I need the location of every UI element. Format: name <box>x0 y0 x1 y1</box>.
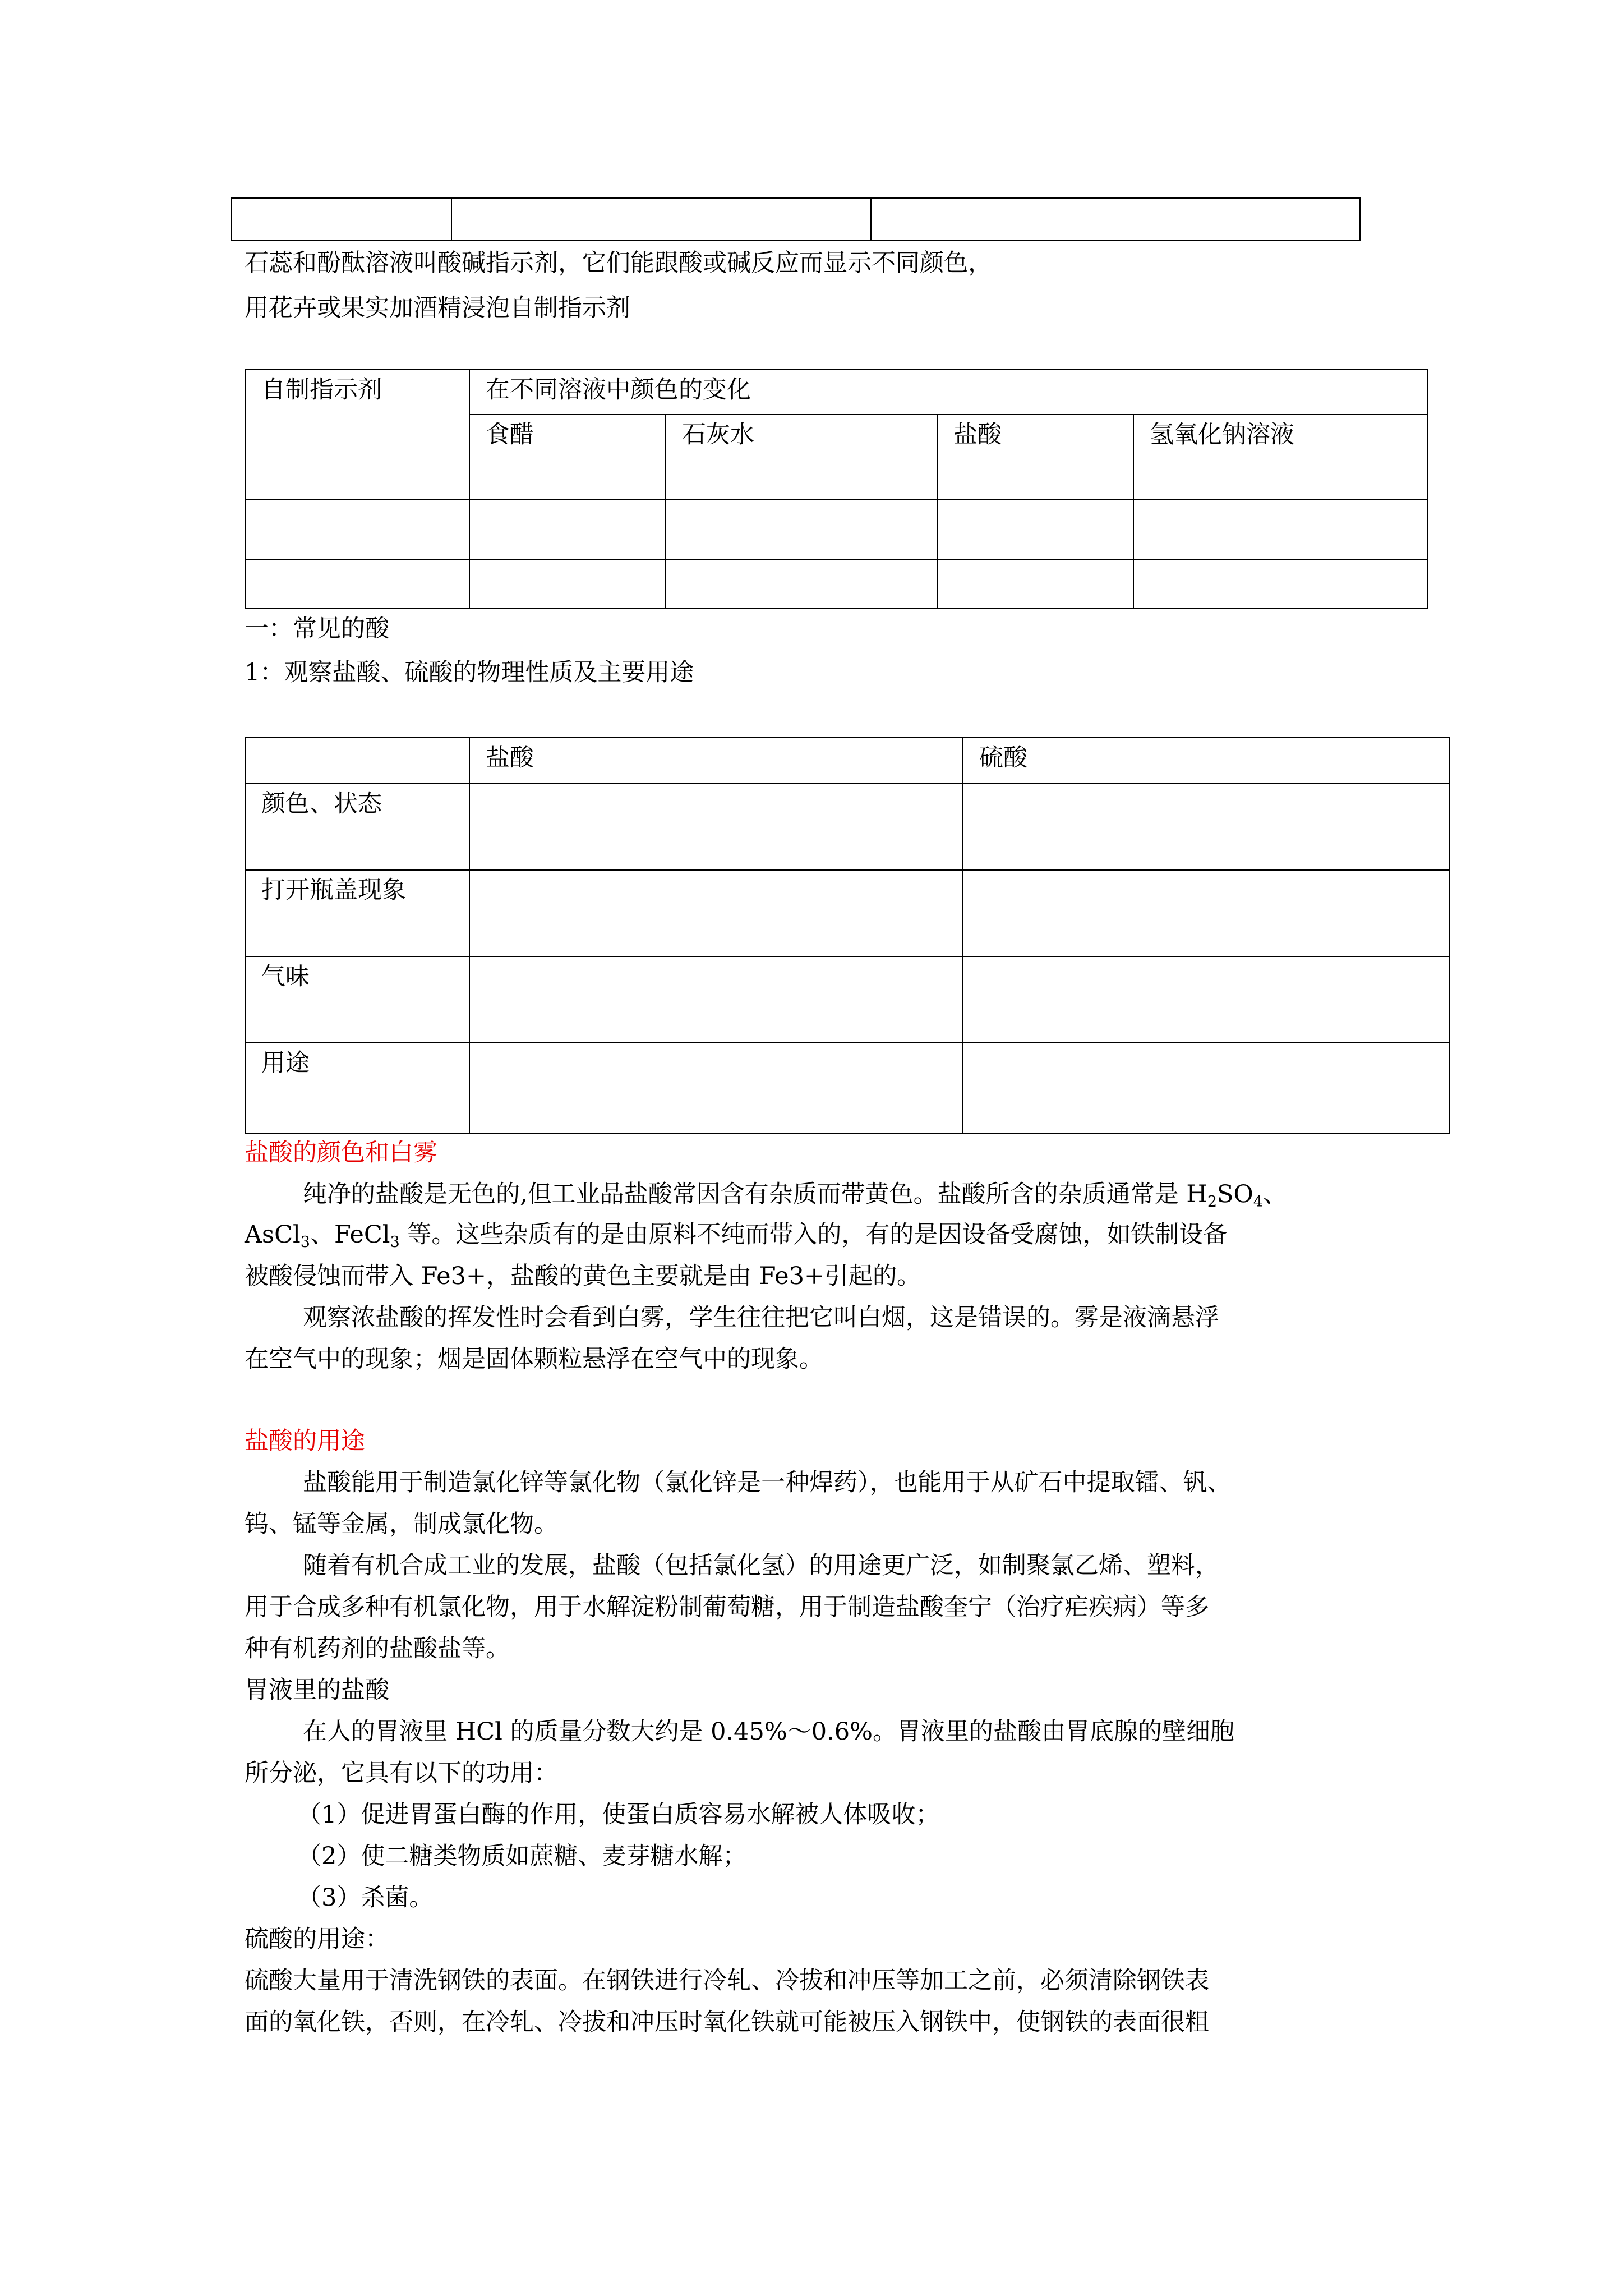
indicator-col-header: 自制指示剂 <box>261 376 382 404</box>
table-cell <box>666 559 937 609</box>
paragraph-line: 用于合成多种有机氯化物，用于水解淀粉制葡萄糖，用于制造盐酸奎宁（治疗疟疾病）等多 <box>245 1593 1209 1621</box>
table-cell <box>245 1043 469 1134</box>
table-cell <box>469 738 963 784</box>
color-change-header: 在不同溶液中颜色的变化 <box>486 376 751 404</box>
table-cell <box>937 500 1133 559</box>
section-subheading: 1：观察盐酸、硫酸的物理性质及主要用途 <box>245 659 694 687</box>
row-label-open-cap: 打开瓶盖现象 <box>261 876 406 904</box>
sub-header-limewater: 石灰水 <box>682 421 754 449</box>
row-label-usage: 用途 <box>261 1049 310 1077</box>
table-cell <box>451 198 871 241</box>
subscript: 3 <box>390 1234 400 1251</box>
list-item: （3）杀菌。 <box>297 1884 434 1912</box>
sub-header-hcl: 盐酸 <box>953 421 1002 449</box>
table-cell <box>245 500 469 559</box>
table-cell <box>469 870 963 956</box>
paragraph-line: 面的氧化铁，否则，在冷轧、冷拔和冲压时氧化铁就可能被压入钢铁中，使钢铁的表面很粗 <box>245 2008 1209 2036</box>
text-span: 等。这些杂质有的是由原料不纯而带入的，有的是因设备受腐蚀，如铁制设备 <box>399 1221 1228 1249</box>
paragraph-line: 被酸侵蚀而带入 Fe3+，盐酸的黄色主要就是由 Fe3+引起的。 <box>245 1262 921 1290</box>
list-item: （2）使二糖类物质如蔗糖、麦芽糖水解； <box>297 1842 747 1870</box>
table-cell <box>1133 500 1427 559</box>
table-cell <box>871 198 1360 241</box>
sub-header-cell <box>666 415 937 500</box>
table-cell <box>469 784 963 870</box>
paragraph-line: 硫酸大量用于清洗钢铁的表面。在钢铁进行冷轧、冷拔和冲压等加工之前，必须清除钢铁表 <box>245 1967 1209 1995</box>
table-cell <box>245 784 469 870</box>
table-cell <box>469 1043 963 1134</box>
indicator-table <box>245 369 1428 609</box>
table-cell <box>963 738 1450 784</box>
text-span: AsCl <box>245 1221 301 1249</box>
intro-line-1: 石蕊和酚酞溶液叫酸碱指示剂，它们能跟酸或碱反应而显示不同颜色， <box>245 249 992 277</box>
text-span: SO <box>1217 1180 1253 1208</box>
paragraph-line: 盐酸能用于制造氯化锌等氯化物（氯化锌是一种焊药），也能用于从矿石中提取镭、钒、 <box>303 1469 1232 1497</box>
table-row <box>245 559 1427 609</box>
table-cell <box>469 500 666 559</box>
table-row <box>245 784 1450 870</box>
table-cell <box>232 198 451 241</box>
paragraph-line: 在空气中的现象；烟是固体颗粒悬浮在空气中的现象。 <box>245 1345 823 1373</box>
table-cell <box>937 559 1133 609</box>
table-cell <box>963 1043 1450 1134</box>
table-cell <box>469 559 666 609</box>
paragraph-line: 观察浓盐酸的挥发性时会看到白雾，学生往往把它叫白烟，这是错误的。雾是液滴悬浮 <box>303 1304 1219 1332</box>
sub-header-cell <box>937 415 1133 500</box>
table-cell <box>963 956 1450 1043</box>
paragraph-line <box>303 1180 1287 1211</box>
text-span: 、 <box>1262 1180 1287 1208</box>
row-label-color-state: 颜色、状态 <box>261 790 382 818</box>
table-cell <box>666 500 937 559</box>
paragraph-line: 所分泌，它具有以下的功用： <box>245 1759 558 1787</box>
paragraph-line: 种有机药剂的盐酸盐等。 <box>245 1635 510 1663</box>
hcl-color-title: 盐酸的颜色和白雾 <box>245 1139 437 1167</box>
table-row <box>245 956 1450 1043</box>
header-hcl: 盐酸 <box>486 744 534 772</box>
table-cell <box>245 956 469 1043</box>
row-label-smell: 气味 <box>261 963 310 991</box>
table-cell <box>1133 559 1427 609</box>
hcl-use-title: 盐酸的用途 <box>245 1427 365 1455</box>
paragraph-line: 在人的胃液里 HCl 的质量分数大约是 0.45%～0.6%。胃液里的盐酸由胃底腺的壁细胞 <box>303 1718 1235 1746</box>
top-partial-table <box>231 197 1361 241</box>
list-item: （1）促进胃蛋白酶的作用，使蛋白质容易水解被人体吸收； <box>297 1801 940 1829</box>
paragraph-line <box>245 1221 1228 1251</box>
paragraph-line: 钨、锰等金属，制成氯化物。 <box>245 1510 558 1538</box>
section-heading: 一：常见的酸 <box>245 615 389 643</box>
subscript: 3 <box>300 1234 310 1251</box>
sub-header-naoh: 氢氧化钠溶液 <box>1150 421 1294 449</box>
table-cell <box>963 784 1450 870</box>
table-cell <box>245 559 469 609</box>
sub-header-vinegar: 食醋 <box>486 421 534 449</box>
table-cell <box>469 956 963 1043</box>
h2so4-title: 硫酸的用途： <box>245 1925 389 1953</box>
indicator-header-cell <box>245 370 469 500</box>
color-change-header-cell <box>469 370 1427 415</box>
table-cell <box>245 738 469 784</box>
table-row <box>245 870 1450 956</box>
subscript: 4 <box>1253 1193 1263 1211</box>
subscript: 2 <box>1207 1193 1218 1211</box>
table-row <box>245 500 1427 559</box>
text-span: 纯净的盐酸是无色的,但工业品盐酸常因含有杂质而带黄色。盐酸所含的杂质通常是 H <box>303 1180 1207 1208</box>
gastric-title: 胃液里的盐酸 <box>245 1676 389 1704</box>
intro-line-2: 用花卉或果实加酒精浸泡自制指示剂 <box>245 294 630 322</box>
table-cell <box>245 870 469 956</box>
sub-header-cell <box>1133 415 1427 500</box>
sub-header-cell <box>469 415 666 500</box>
header-h2so4: 硫酸 <box>979 744 1027 772</box>
paragraph-line: 随着有机合成工业的发展，盐酸（包括氯化氢）的用途更广泛，如制聚氯乙烯、塑料， <box>303 1552 1219 1580</box>
table-cell <box>963 870 1450 956</box>
text-span: 、FeCl <box>310 1221 390 1249</box>
properties-table <box>245 737 1450 1134</box>
table-row <box>245 1043 1450 1134</box>
